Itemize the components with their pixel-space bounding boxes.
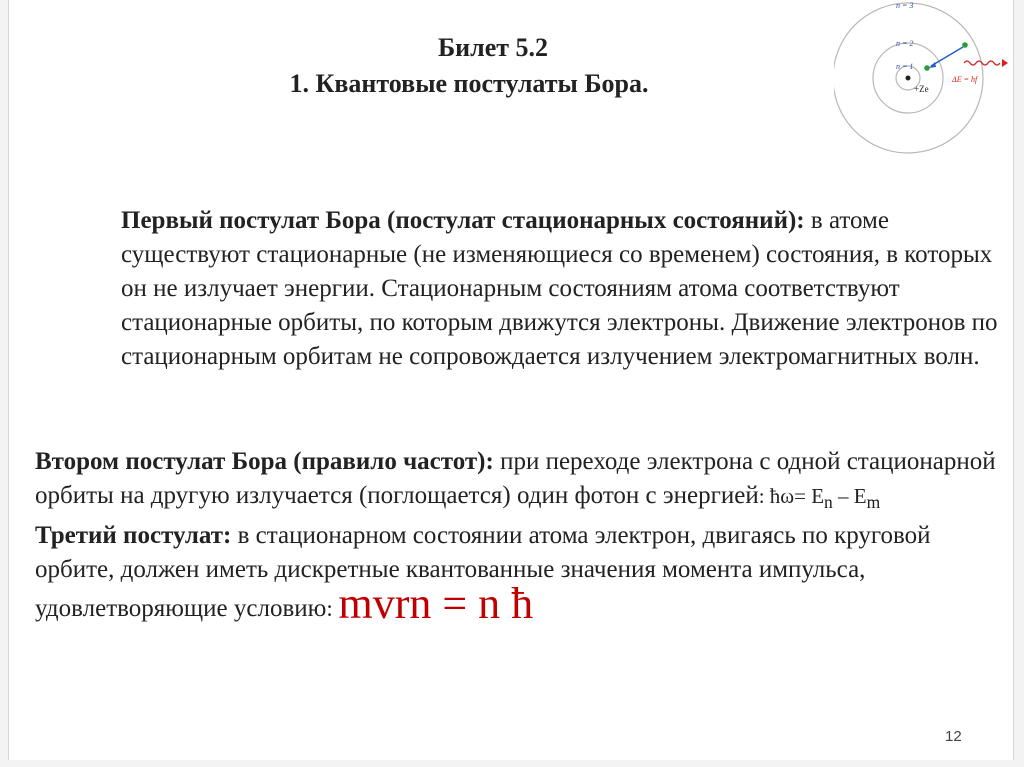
label-n3: n = 3 [896, 1, 914, 10]
third-postulate-text: в стационарном состоянии атома электрон, двигаясь по круговой орбите, должен иметь дискретные квантованные значения момента импульса, удовлетворяющие условию [35, 522, 931, 623]
first-postulate-text: в атоме существуют стационарные (не изменяющиеся со временем) состояния, в которых он не излучает энергии. Стационарным состояниям атома соответствуют стационарные орбиты, по которым движутся электроны. Движение электронов по стационарным орбитам не сопровождается излучением электромагнитных волн. [121, 207, 998, 370]
third-postulate-colon: : [326, 596, 339, 622]
formula-prefix: : ħω= E [758, 484, 825, 508]
second-third-postulates [35, 445, 1005, 629]
energy-formula [758, 484, 881, 513]
formula-sub-m: m [866, 492, 881, 513]
title-line-1: Билет 5.2 [437, 33, 549, 62]
transition-arrow-head [929, 62, 936, 68]
slide [8, 0, 1014, 760]
second-postulate-text: при переходе электрона с одной стационарной орбиты на другую излучается (поглощается) один фотон с энергией [35, 448, 996, 509]
photon-arrow-head [1002, 59, 1008, 67]
nucleus [906, 76, 911, 81]
electron-outer [962, 42, 968, 48]
electron-inner [924, 65, 930, 71]
angular-momentum-formula: mvrn = n ħ [338, 579, 534, 629]
slide-title [159, 30, 779, 102]
label-n2: n = 2 [896, 39, 914, 48]
nucleus-label: +Ze [914, 84, 929, 94]
second-postulate-heading: Втором постулат Бора (правило частот): [35, 448, 494, 475]
label-n1: n = 1 [896, 62, 914, 71]
title-line-2: 1. Квантовые постулаты Бора. [289, 69, 649, 98]
bohr-atom-diagram [834, 0, 1014, 160]
first-postulate-heading: Первый постулат Бора (постулат стационарных состояний): [121, 207, 805, 234]
third-postulate-heading: Третий постулат: [35, 522, 232, 550]
energy-label: ΔE = hf [952, 75, 978, 84]
first-postulate [121, 204, 1001, 374]
page-number: 12 [945, 728, 962, 745]
formula-sub-n: n [824, 492, 833, 513]
formula-mid: – E [832, 484, 867, 508]
